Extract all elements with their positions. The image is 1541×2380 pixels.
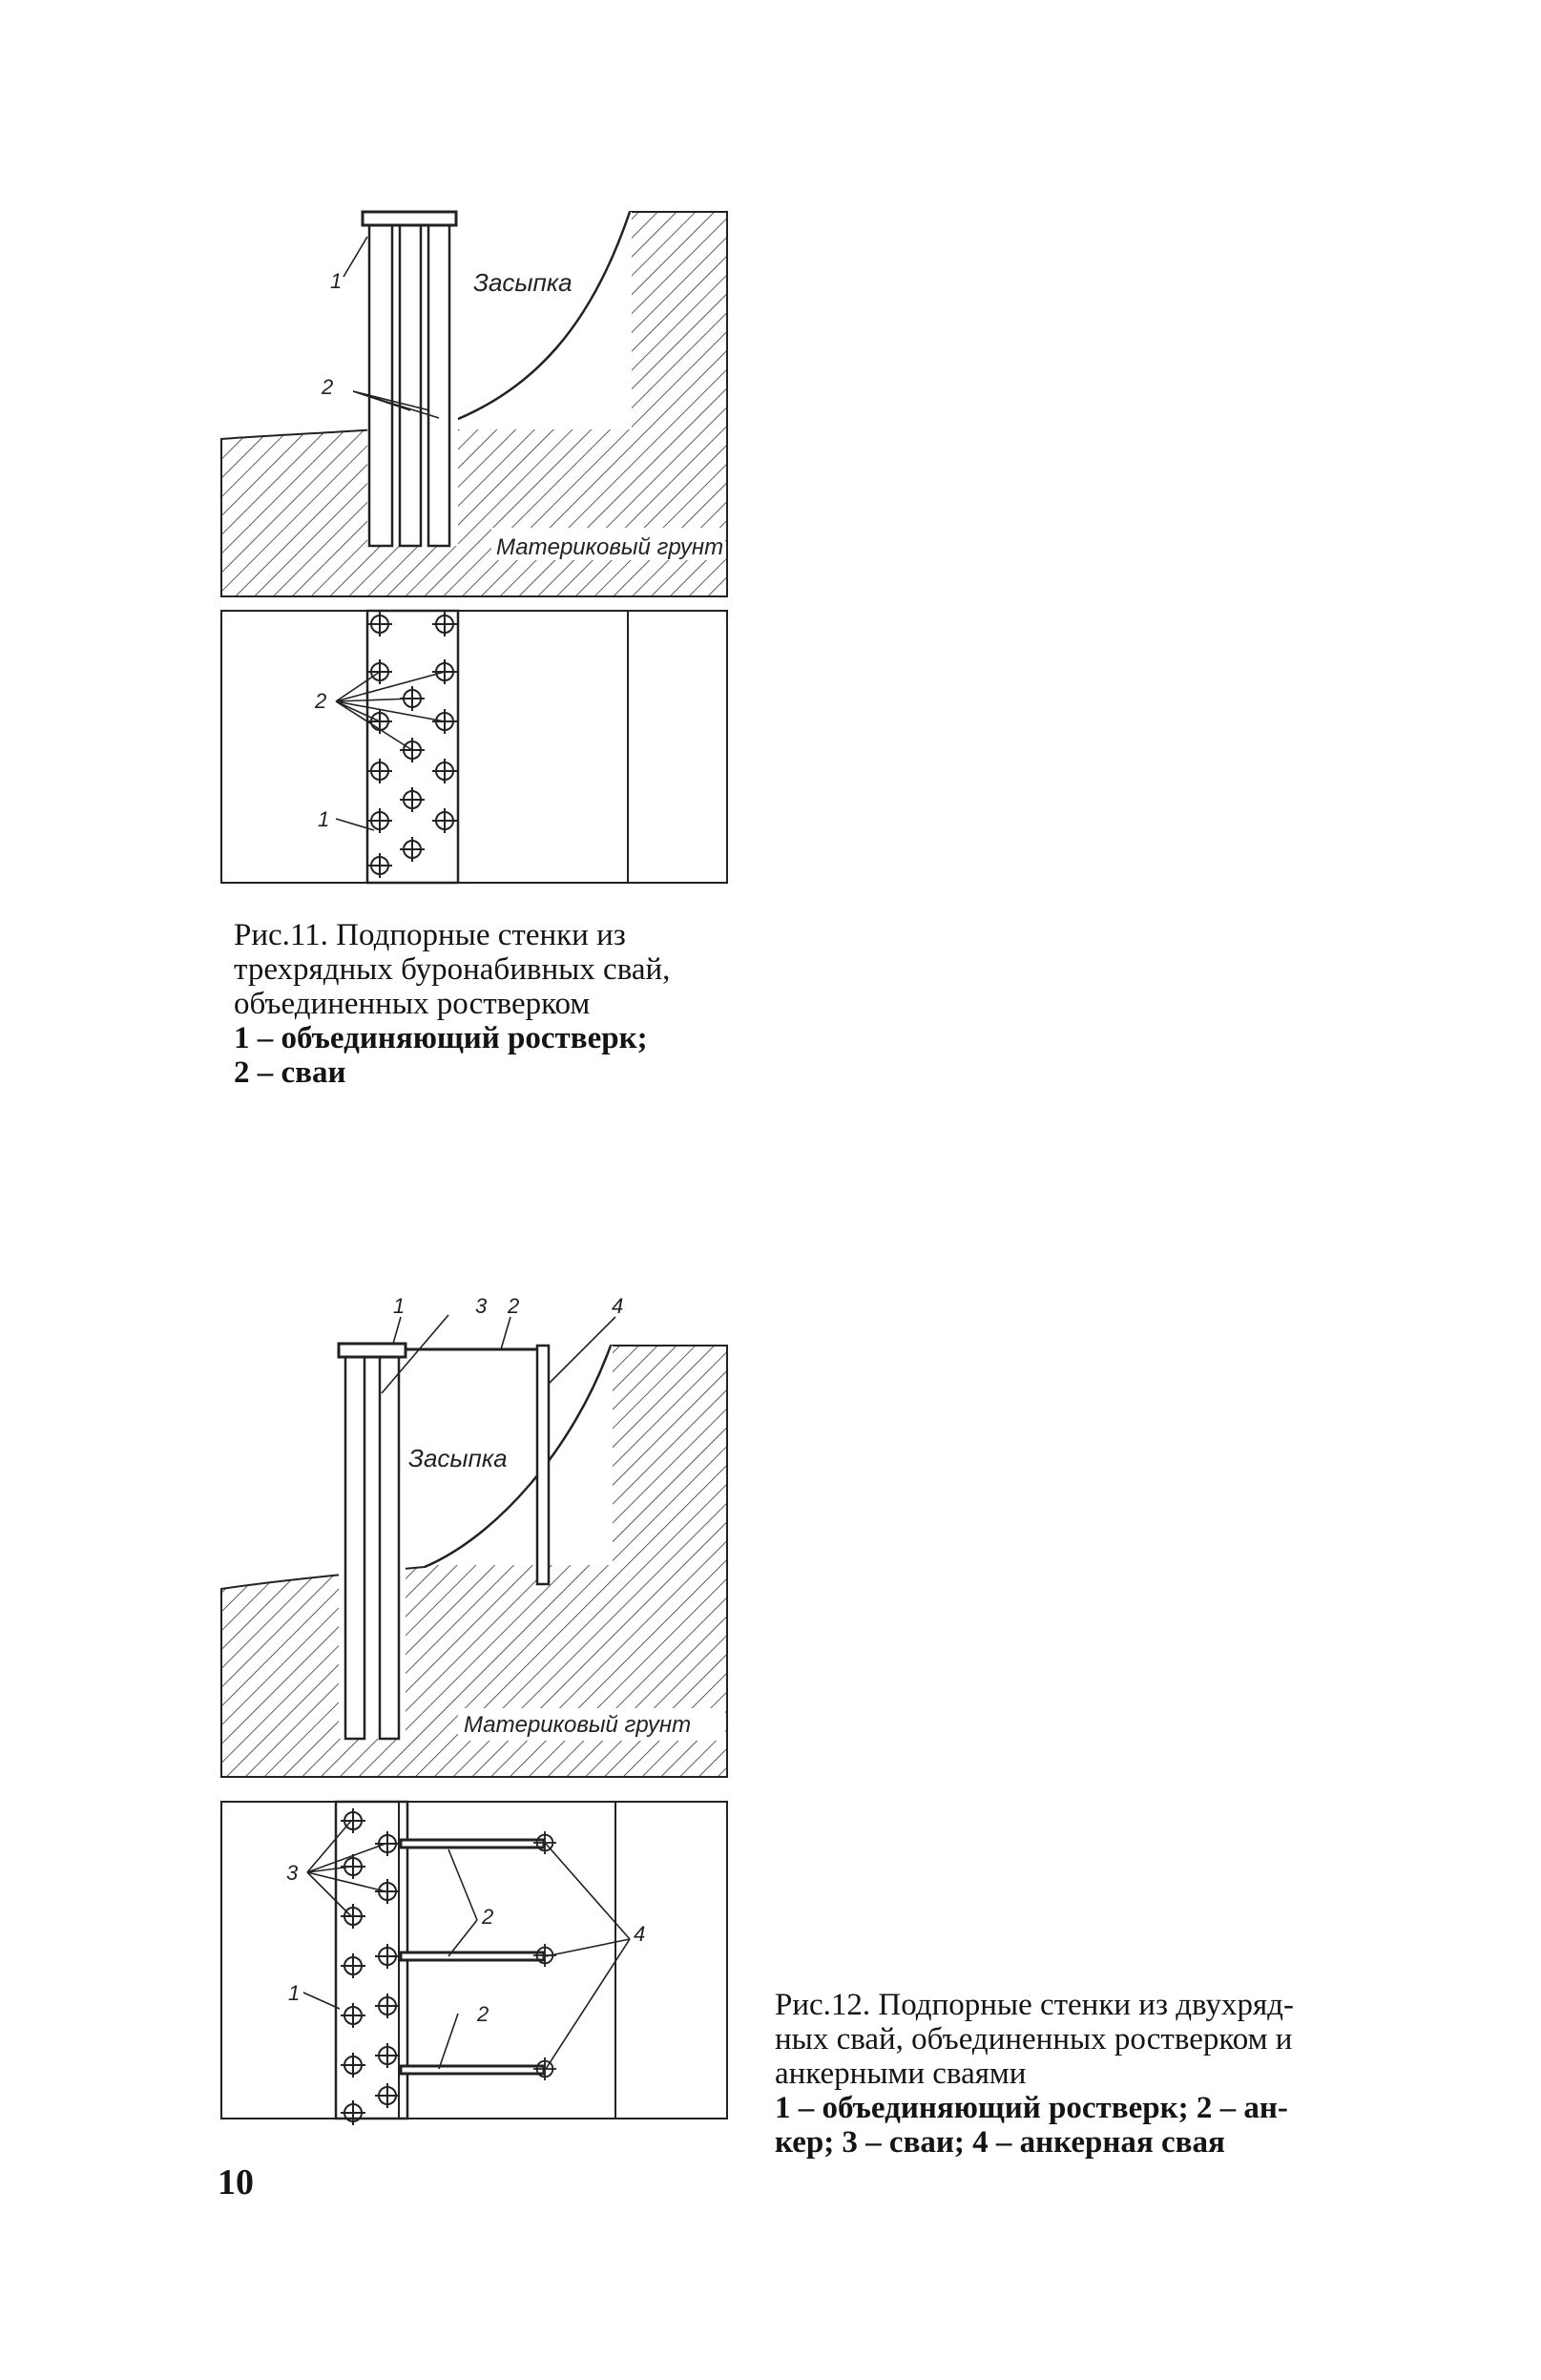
figure12-caption (775, 1988, 1385, 2160)
fig12-plan-piles (341, 1808, 400, 2125)
fig11-piles (369, 221, 449, 546)
fig11-label-backfill: Засыпка (473, 268, 573, 297)
fig12-roster (339, 1344, 406, 1357)
fig12-plan-anchors (401, 1840, 544, 2074)
fig12-plan-label-roster: 1 (288, 1981, 301, 2005)
fig12-plan-label-piles: 3 (286, 1861, 299, 1885)
fig11-label-native-soil: Материковый грунт (496, 534, 724, 560)
page-number: 10 (218, 2162, 254, 2203)
figure11-caption-legend: 2 – сваи (234, 1055, 346, 1090)
fig11-plan-label-piles: 2 (315, 689, 327, 713)
figure11-caption-line: трехрядных буронабивных свай, (234, 952, 671, 987)
fig11-label-piles: 2 (322, 375, 334, 399)
fig12-label-native-soil: Материковый грунт (464, 1712, 692, 1738)
fig12-plan-label-anchor-a: 2 (482, 1905, 494, 1929)
fig12-label-roster: 1 (393, 1294, 406, 1318)
fig12-anchor-pile (537, 1346, 549, 1584)
fig12-label-piles: 3 (475, 1294, 488, 1318)
fig11-plan (221, 611, 727, 883)
figure11-caption-legend: 1 – объединяющий ростверк; (234, 1021, 648, 1055)
figure11-caption-line: Рис.11. Подпорные стенки из (234, 918, 626, 952)
fig12-section (221, 1294, 727, 1777)
fig12-label-anchor: 2 (508, 1294, 520, 1318)
fig12-plan-label-anchor-b: 2 (477, 2002, 489, 2026)
figure12-caption-legend: кер; 3 – сваи; 4 – анкерная свая (775, 2125, 1225, 2160)
fig12-label-anchor-pile: 4 (612, 1294, 624, 1318)
figure12-caption-line: Рис.12. Подпорные стенки из двухряд- (775, 1988, 1294, 2022)
figure11-caption (234, 918, 730, 1090)
fig11-plan-piles (367, 612, 457, 878)
fig11-label-roster: 1 (330, 269, 343, 293)
fig12-plan-anchor-piles (533, 1831, 556, 2080)
figure12-caption-legend: 1 – объединяющий ростверк; 2 – ан- (775, 2091, 1288, 2125)
fig11-section (221, 212, 727, 596)
figure11-caption-line: объединенных ростверком (234, 987, 591, 1021)
fig12-plan (221, 1802, 727, 2125)
fig12-label-backfill: Засыпка (408, 1444, 508, 1472)
figure12-caption-line: анкерными сваями (775, 2056, 1027, 2091)
fig12-plan-label-anchor-pile: 4 (634, 1922, 646, 1946)
fig11-roster (363, 212, 456, 225)
figure12-caption-line: ных свай, объединенных ростверком и (775, 2022, 1293, 2056)
fig11-plan-label-roster: 1 (318, 807, 330, 831)
